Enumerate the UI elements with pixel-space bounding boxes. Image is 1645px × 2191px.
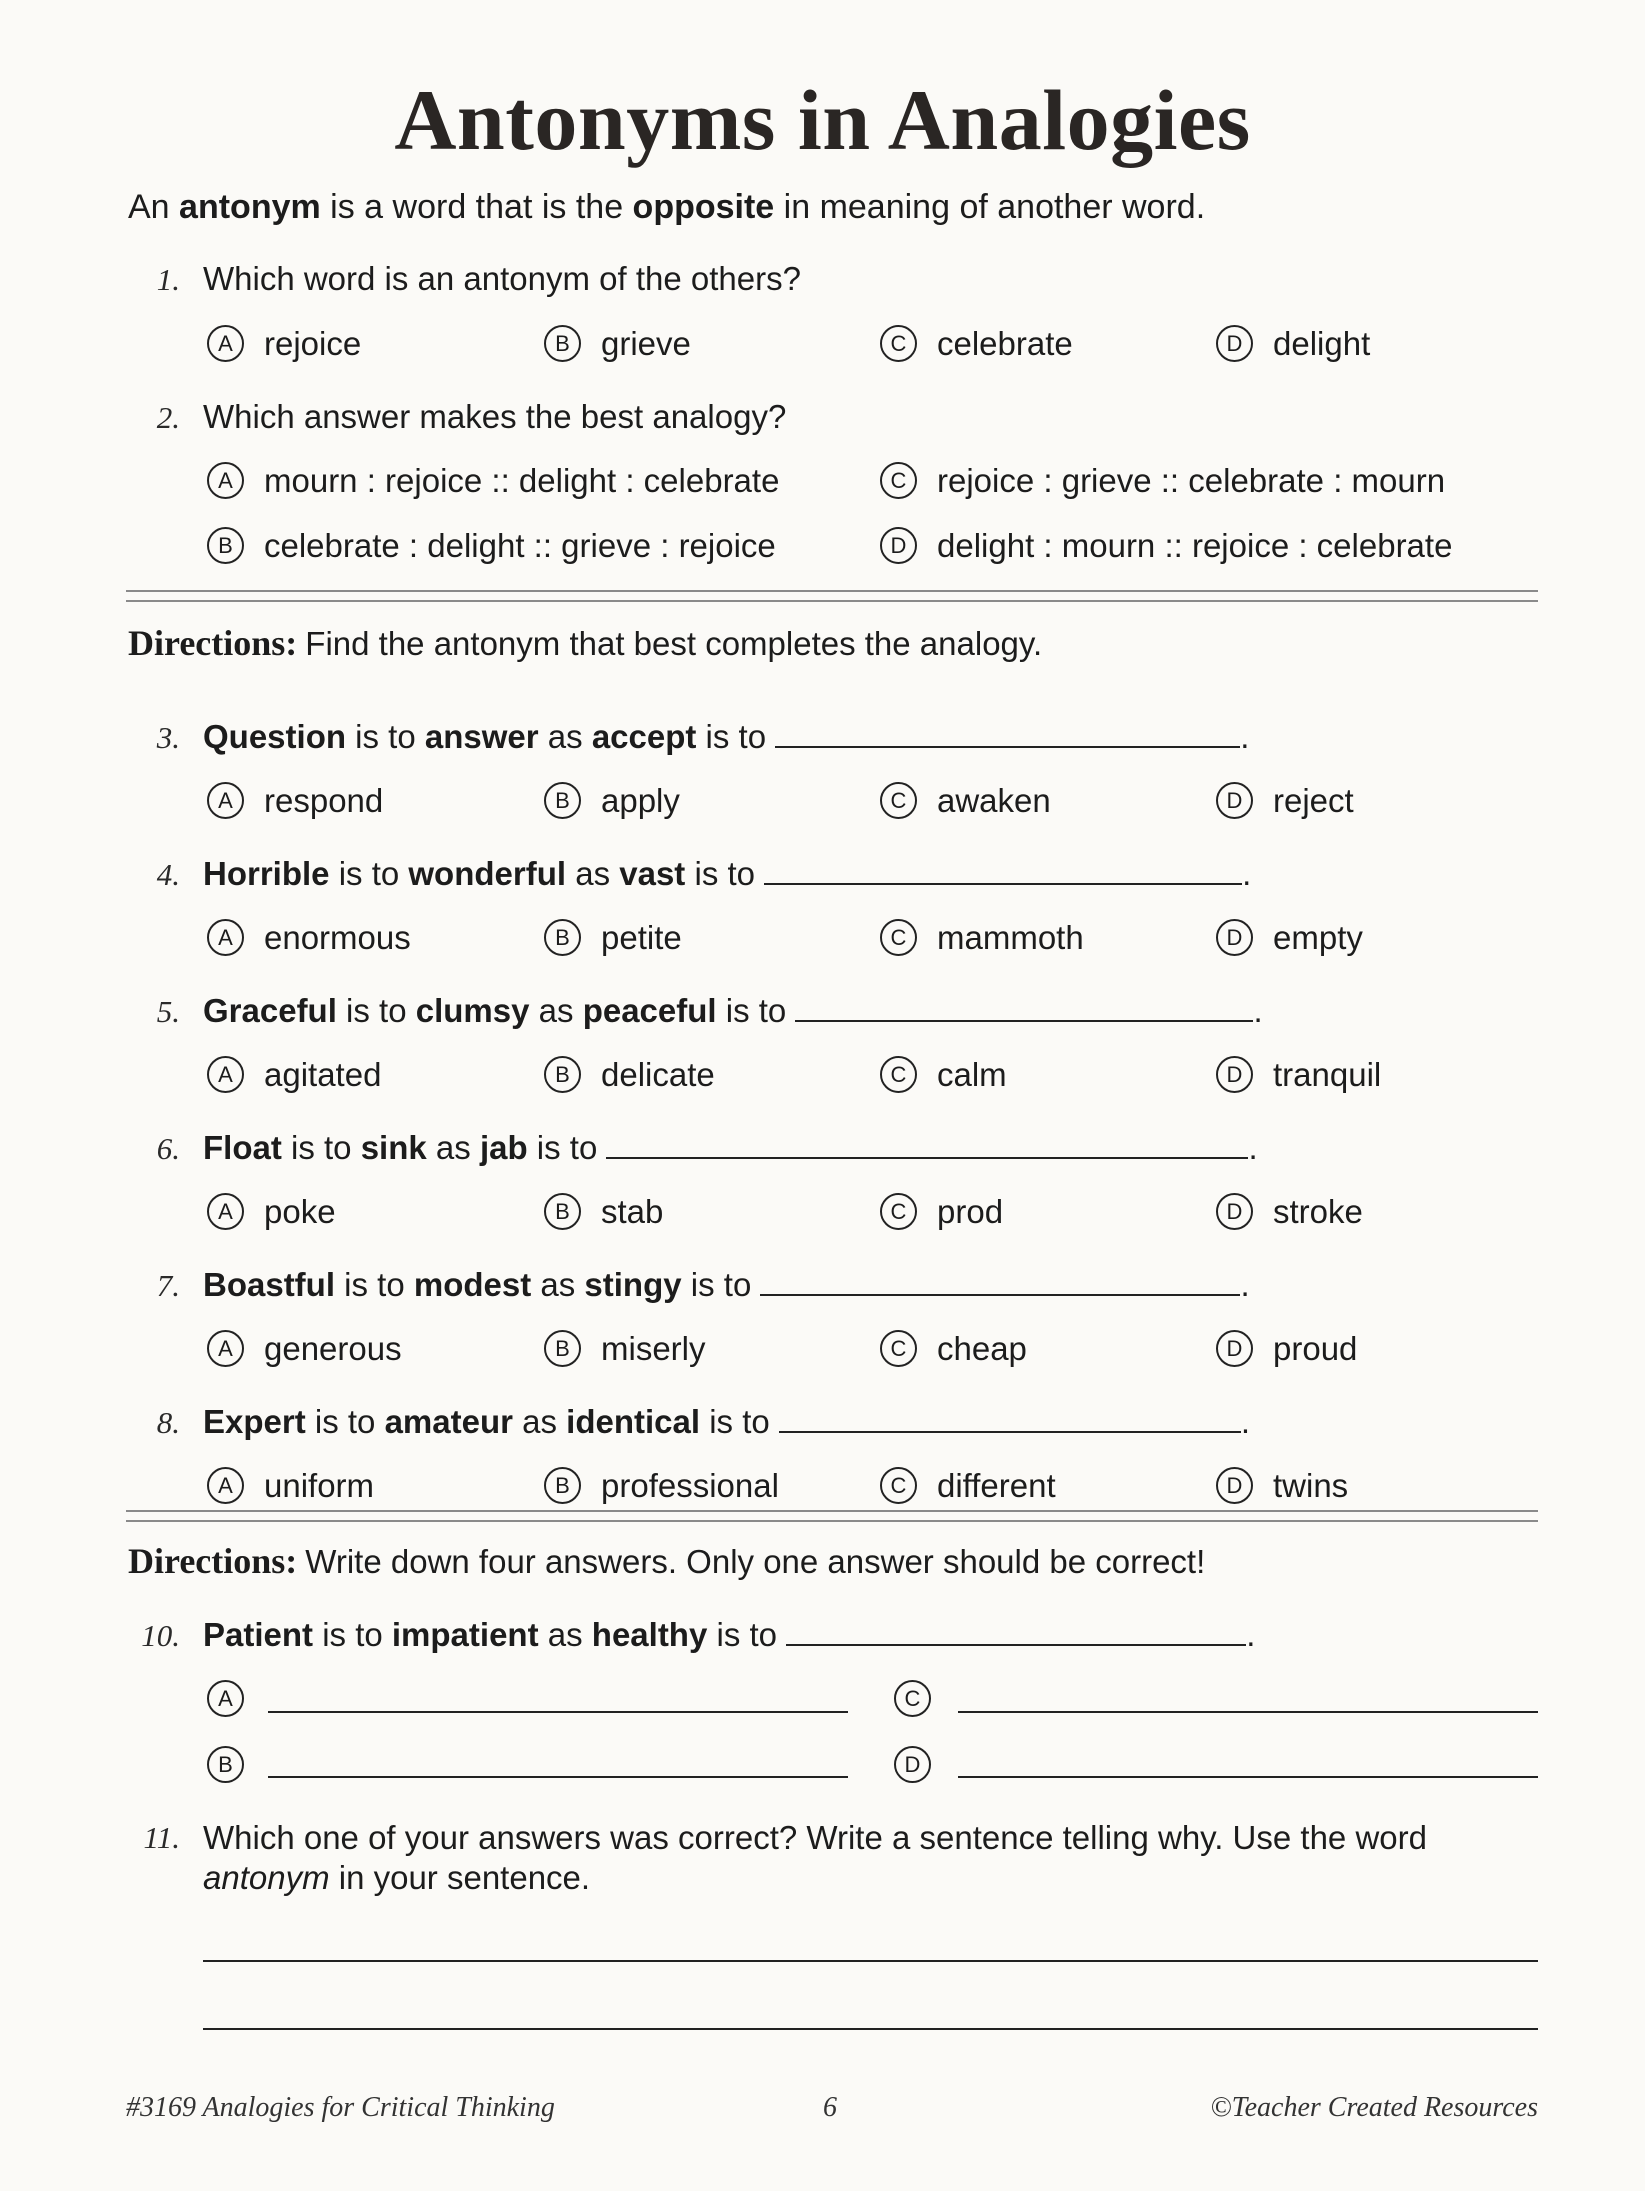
bubble-a[interactable]: A (207, 462, 244, 499)
term: vast (619, 855, 686, 892)
bubble-b[interactable]: B (544, 1330, 581, 1367)
connector: is to (305, 1403, 385, 1440)
answer-blank[interactable] (606, 1129, 1248, 1159)
option-label: uniform (264, 1467, 375, 1504)
option-label: stab (601, 1193, 664, 1230)
answer-blank[interactable] (786, 1616, 1246, 1646)
bubble-a[interactable]: A (207, 1330, 244, 1367)
intro-term: opposite (632, 188, 775, 226)
answer-option[interactable] (207, 462, 779, 502)
emphasis-word: antonym (203, 1859, 330, 1896)
connector: is to (313, 1616, 392, 1653)
connector: . (1242, 855, 1252, 892)
bubble-d[interactable]: D (1216, 1056, 1253, 1093)
bubble-b[interactable]: B (544, 1193, 581, 1230)
write-in-option (894, 1680, 951, 1720)
question-line: Which one of your answers was correct? Write a sentence telling why. Use the word (203, 1819, 1427, 1856)
answer-option[interactable] (1216, 325, 1370, 365)
question-text: Which answer makes the best analogy? (203, 398, 787, 435)
option-label: celebrate : delight :: grieve : rejoice (264, 527, 776, 564)
connector: as (529, 992, 583, 1029)
directions-label: Directions: (128, 1541, 298, 1581)
option-label: grieve (601, 325, 691, 362)
answer-option[interactable] (880, 1467, 1056, 1507)
directions-text: Write down four answers. Only one answer should be correct! (305, 1543, 1206, 1580)
question-number: 4. (156, 857, 180, 892)
question-number: 3. (156, 720, 180, 755)
question-text (203, 1818, 1427, 1898)
term: answer (424, 718, 539, 755)
answer-blank[interactable] (795, 992, 1253, 1022)
answer-option[interactable] (544, 1056, 715, 1096)
connector: . (1240, 1403, 1251, 1440)
bubble-c[interactable]: C (880, 782, 917, 819)
option-label: petite (601, 919, 682, 956)
answer-option[interactable] (544, 1330, 706, 1370)
option-label: prod (937, 1193, 1004, 1230)
connector: as (566, 855, 620, 892)
answer-blank[interactable] (775, 718, 1240, 748)
answer-option[interactable] (544, 919, 682, 959)
term: modest (413, 1266, 532, 1303)
connector: . (1253, 992, 1263, 1029)
footer-book-title: #3169 Analogies for Critical Thinking (126, 2092, 555, 2123)
question-text: Which word is an antonym of the others? (203, 260, 801, 297)
term: Expert (203, 1403, 306, 1440)
bubble-d[interactable]: D (1216, 919, 1253, 956)
connector: . (1240, 718, 1250, 755)
option-label: enormous (264, 919, 411, 956)
question-text (203, 1266, 1250, 1304)
question-text (203, 1129, 1258, 1167)
option-label: calm (937, 1056, 1007, 1093)
bubble-b[interactable]: B (544, 782, 581, 819)
bubble-a[interactable]: A (207, 1467, 244, 1504)
answer-option[interactable] (544, 1467, 779, 1507)
bubble-c[interactable]: C (880, 1056, 917, 1093)
intro-part: is a word that is the (320, 188, 633, 226)
write-in-option (207, 1746, 264, 1786)
term: identical (566, 1403, 701, 1440)
option-label: delight (1273, 325, 1371, 362)
connector: as (426, 1129, 480, 1166)
answer-option[interactable] (1216, 782, 1354, 822)
question-text (203, 992, 1263, 1030)
option-label: respond (264, 782, 384, 819)
bubble-d[interactable]: D (1216, 782, 1253, 819)
footer-publisher: ©Teacher Created Resources (1210, 2092, 1538, 2123)
term: impatient (391, 1616, 539, 1653)
bubble-d[interactable]: D (894, 1746, 931, 1783)
question-text (203, 1616, 1255, 1654)
footer-page-number: 6 (823, 2092, 837, 2123)
term: Horrible (203, 855, 330, 892)
connector: as (538, 1616, 592, 1653)
bubble-c[interactable]: C (880, 1467, 917, 1504)
question-number: 10. (141, 1618, 180, 1653)
term: wonderful (408, 855, 567, 892)
term: Graceful (203, 992, 337, 1029)
question-number: 5. (156, 994, 180, 1029)
section-divider (126, 1510, 1538, 1522)
page-title: Antonyms in Analogies (394, 72, 1251, 168)
connector: is to (681, 1266, 761, 1303)
answer-option[interactable] (880, 919, 1084, 959)
connector: is to (707, 1616, 787, 1653)
connector: is to (685, 855, 765, 892)
sentence-line[interactable] (203, 1960, 1538, 1962)
question-number: 6. (156, 1131, 180, 1166)
option-label: generous (264, 1330, 402, 1367)
option-label: proud (1273, 1330, 1358, 1367)
answer-option[interactable] (880, 325, 1073, 365)
option-label: apply (601, 782, 680, 819)
bubble-a[interactable]: A (207, 1056, 244, 1093)
connector: is to (700, 1403, 779, 1440)
write-in-line-c[interactable] (958, 1711, 1538, 1713)
connector: as (538, 718, 592, 755)
answer-option[interactable] (1216, 919, 1363, 959)
option-label: mammoth (937, 919, 1084, 956)
connector: is to (329, 855, 409, 892)
connector: . (1248, 1129, 1258, 1166)
term: accept (591, 718, 697, 755)
directions (128, 1540, 1205, 1582)
section-divider (126, 590, 1538, 602)
question-number: 2. (156, 400, 180, 435)
option-label: tranquil (1273, 1056, 1382, 1093)
bubble-a[interactable]: A (207, 325, 244, 362)
connector: is to (346, 718, 425, 755)
connector: . (1240, 1266, 1250, 1303)
question-number: 7. (156, 1268, 180, 1303)
option-label: twins (1273, 1467, 1349, 1504)
option-label: miserly (601, 1330, 706, 1367)
bubble-d[interactable]: D (1216, 1193, 1253, 1230)
option-label: celebrate (937, 325, 1073, 362)
answer-option[interactable] (207, 919, 411, 959)
connector: is to (335, 1266, 414, 1303)
answer-option[interactable] (880, 1193, 1003, 1233)
bubble-b[interactable]: B (544, 1056, 581, 1093)
answer-option[interactable] (880, 1056, 1007, 1096)
bubble-c[interactable]: C (894, 1680, 931, 1717)
term: clumsy (415, 992, 530, 1029)
intro-part: An (128, 188, 180, 226)
option-label: agitated (264, 1056, 382, 1093)
answer-option[interactable] (544, 325, 691, 365)
option-label: mourn : rejoice :: delight : celebrate (264, 462, 780, 499)
term: jab (479, 1129, 528, 1166)
intro-part: in meaning of another word. (774, 188, 1206, 226)
bubble-c[interactable]: C (880, 1330, 917, 1367)
bubble-b[interactable]: B (207, 1746, 244, 1783)
option-label: awaken (937, 782, 1051, 819)
bubble-b[interactable]: B (544, 1467, 581, 1504)
intro-text (128, 188, 1205, 227)
option-label: poke (264, 1193, 336, 1230)
term: Question (203, 718, 347, 755)
answer-option[interactable] (207, 527, 776, 567)
option-label: different (937, 1467, 1056, 1504)
option-label: delicate (601, 1056, 715, 1093)
connector: . (1246, 1616, 1256, 1653)
answer-option[interactable] (207, 1330, 402, 1370)
question-number: 1. (156, 262, 180, 297)
answer-option[interactable] (880, 527, 1452, 567)
option-label: rejoice : grieve :: celebrate : mourn (937, 462, 1446, 499)
answer-option[interactable] (880, 462, 1445, 502)
answer-option[interactable] (880, 782, 1051, 822)
bubble-d[interactable]: D (1216, 1467, 1253, 1504)
answer-blank[interactable] (779, 1403, 1241, 1433)
write-in-line-b[interactable] (268, 1776, 848, 1778)
directions-text: Find the antonym that best completes the analogy. (305, 625, 1043, 662)
term: Boastful (203, 1266, 335, 1303)
bubble-a[interactable]: A (207, 1193, 244, 1230)
write-in-option (207, 1680, 264, 1720)
bubble-c[interactable]: C (880, 325, 917, 362)
question-line: in your sentence. (329, 1859, 591, 1896)
option-label: reject (1273, 782, 1354, 819)
connector: is to (281, 1129, 361, 1166)
term: Patient (203, 1616, 314, 1653)
connector: as (531, 1266, 585, 1303)
answer-option[interactable] (1216, 1193, 1363, 1233)
answer-blank[interactable] (760, 1266, 1240, 1296)
question-number: 8. (156, 1405, 180, 1440)
bubble-d[interactable]: D (880, 527, 917, 564)
connector: is to (716, 992, 796, 1029)
bubble-a[interactable]: A (207, 919, 244, 956)
option-label: empty (1273, 919, 1363, 956)
bubble-a[interactable]: A (207, 1680, 244, 1717)
term: stingy (584, 1266, 682, 1303)
option-label: cheap (937, 1330, 1027, 1367)
answer-option[interactable] (1216, 1330, 1357, 1370)
bubble-c[interactable]: C (880, 919, 917, 956)
question-text (203, 718, 1249, 756)
bubble-c[interactable]: C (880, 1193, 917, 1230)
question-text (203, 1403, 1250, 1441)
term: amateur (384, 1403, 513, 1440)
answer-option[interactable] (544, 1193, 663, 1233)
write-in-line-a[interactable] (268, 1711, 848, 1713)
answer-option[interactable] (207, 1193, 336, 1233)
connector: is to (696, 718, 776, 755)
answer-option[interactable] (880, 1330, 1027, 1370)
connector: is to (336, 992, 416, 1029)
connector: as (512, 1403, 567, 1440)
term: sink (360, 1129, 427, 1166)
answer-option[interactable] (1216, 1467, 1348, 1507)
answer-option[interactable] (544, 782, 680, 822)
answer-option[interactable] (1216, 1056, 1381, 1096)
question-number: 11. (143, 1820, 180, 1855)
option-label: professional (601, 1467, 779, 1504)
write-in-option (894, 1746, 951, 1786)
directions (128, 622, 1042, 664)
question-text (203, 855, 1251, 893)
bubble-b[interactable]: B (544, 325, 581, 362)
term: healthy (591, 1616, 708, 1653)
option-label: stroke (1273, 1193, 1363, 1230)
bubble-d[interactable]: D (1216, 325, 1253, 362)
bubble-a[interactable]: A (207, 782, 244, 819)
write-in-line-d[interactable] (958, 1776, 1538, 1778)
answer-option[interactable] (207, 1467, 374, 1507)
directions-label: Directions: (128, 623, 298, 663)
option-label: rejoice (264, 325, 362, 362)
bubble-d[interactable]: D (1216, 1330, 1253, 1367)
answer-option[interactable] (207, 1056, 381, 1096)
intro-term: antonym (179, 188, 321, 226)
answer-option[interactable] (207, 325, 361, 365)
sentence-line[interactable] (203, 2028, 1538, 2030)
term: peaceful (582, 992, 717, 1029)
bubble-b[interactable]: B (207, 527, 244, 564)
option-label: delight : mourn :: rejoice : celebrate (937, 527, 1453, 564)
answer-blank[interactable] (764, 855, 1242, 885)
bubble-b[interactable]: B (544, 919, 581, 956)
connector: is to (527, 1129, 607, 1166)
term: Float (203, 1129, 282, 1166)
bubble-c[interactable]: C (880, 462, 917, 499)
answer-option[interactable] (207, 782, 383, 822)
